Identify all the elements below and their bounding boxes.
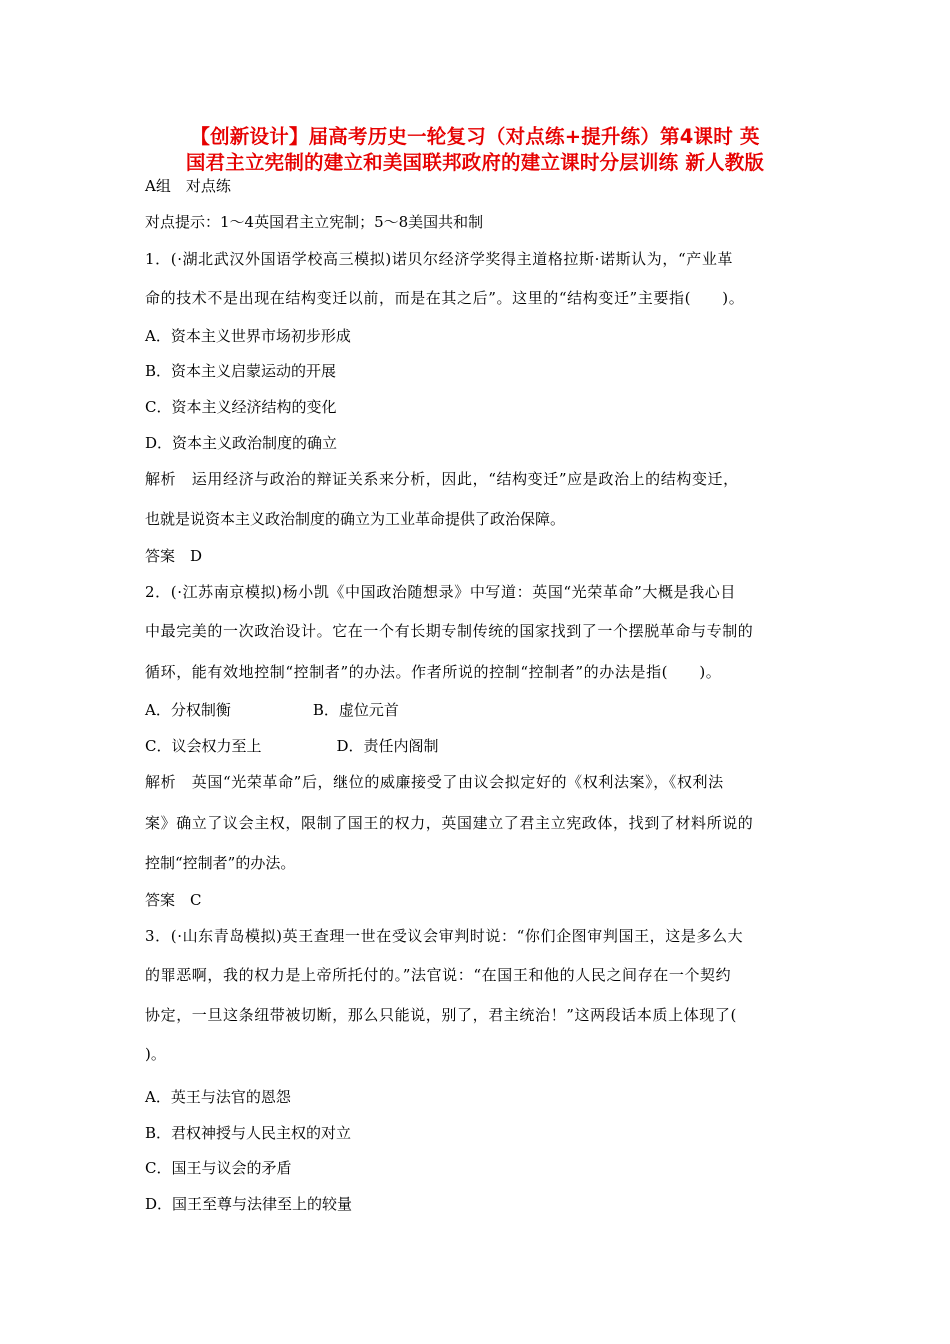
q1-stem-line-1: 1．(·湖北武汉外国语学校高三模拟)诺贝尔经济学奖得主道格拉斯·诺斯认为，“产业革 <box>145 250 734 268</box>
q3-option-d: D．国王至尊与法律至上的较量 <box>145 1195 353 1213</box>
q3-option-a: A．英王与法官的恩怨 <box>145 1088 291 1106</box>
q1-option-b: B．资本主义启蒙运动的开展 <box>145 362 337 380</box>
q2-analysis-line-1: 解析 英国“光荣革命”后，继位的威廉接受了由议会拟定好的《权利法案》，《权利法 <box>145 773 724 791</box>
q2-options-row-1 <box>145 701 399 719</box>
title-line-1: 【创新设计】届高考历史一轮复习（对点练+提升练）第4课时 英 <box>190 125 760 148</box>
q2-option-a: A．分权制衡 <box>145 701 231 719</box>
q3-stem-line-2: 的罪恶啊，我的权力是上帝所托付的。”法官说：“在国王和他的人民之间存在一个契约 <box>145 966 732 984</box>
q1-stem-line-2: 命的技术不是出现在结构变迁以前，而是在其之后”。这里的“结构变迁”主要指( )。 <box>145 289 745 307</box>
q2-stem-line-3: 循环，能有效地控制“控制者”的办法。作者所说的控制“控制者”的办法是指( )。 <box>145 663 722 681</box>
q1-option-d: D．资本主义政治制度的确立 <box>145 434 338 452</box>
q1-analysis-line-2: 也就是说资本主义政治制度的确立为工业革命提供了政治保障。 <box>145 510 566 528</box>
document-title <box>140 124 810 176</box>
q2-option-d: D．责任内阁制 <box>336 737 439 755</box>
q2-analysis-line-3: 控制“控制者”的办法。 <box>145 854 296 872</box>
title-line-2: 国君主立宪制的建立和美国联邦政府的建立课时分层训练 新人教版 <box>185 151 765 174</box>
q2-answer: 答案 C <box>145 891 202 909</box>
q2-analysis-line-2: 案》确立了议会主权，限制了国王的权力，英国建立了君主立宪政体，找到了材料所说的 <box>145 814 754 832</box>
q3-stem-line-4: )。 <box>145 1045 166 1063</box>
q1-option-c: C．资本主义经济结构的变化 <box>145 398 337 416</box>
q3-option-c: C．国王与议会的矛盾 <box>145 1159 292 1177</box>
q3-stem-line-3: 协定，一旦这条纽带被切断，那么只能说，别了，君主统治！”这两段话本质上体现了( <box>145 1006 737 1024</box>
topic-tip: 对点提示：1～4英国君主立宪制；5～8美国共和制 <box>145 213 484 231</box>
q3-option-b: B．君权神授与人民主权的对立 <box>145 1124 352 1142</box>
group-label: A组 对点练 <box>145 177 231 195</box>
q2-option-c: C．议会权力至上 <box>145 737 262 755</box>
q2-option-b: B．虚位元首 <box>312 701 399 719</box>
q3-stem-line-1: 3．(·山东青岛模拟)英王查理一世在受议会审判时说：“你们企图审判国王，这是多么大 <box>145 927 744 945</box>
q1-analysis-line-1: 解析 运用经济与政治的辩证关系来分析，因此，“结构变迁”应是政治上的结构变迁， <box>145 470 739 488</box>
q1-answer: 答案 D <box>145 547 203 565</box>
q2-stem-line-1: 2．(·江苏南京模拟)杨小凯《中国政治随想录》中写道：英国“光荣革命”大概是我心目 <box>145 583 736 601</box>
q1-option-a: A．资本主义世界市场初步形成 <box>145 327 351 345</box>
q2-options-row-2 <box>145 737 439 755</box>
q2-stem-line-2: 中最完美的一次政治设计。它在一个有长期专制传统的国家找到了一个摆脱革命与专制的 <box>145 622 754 640</box>
